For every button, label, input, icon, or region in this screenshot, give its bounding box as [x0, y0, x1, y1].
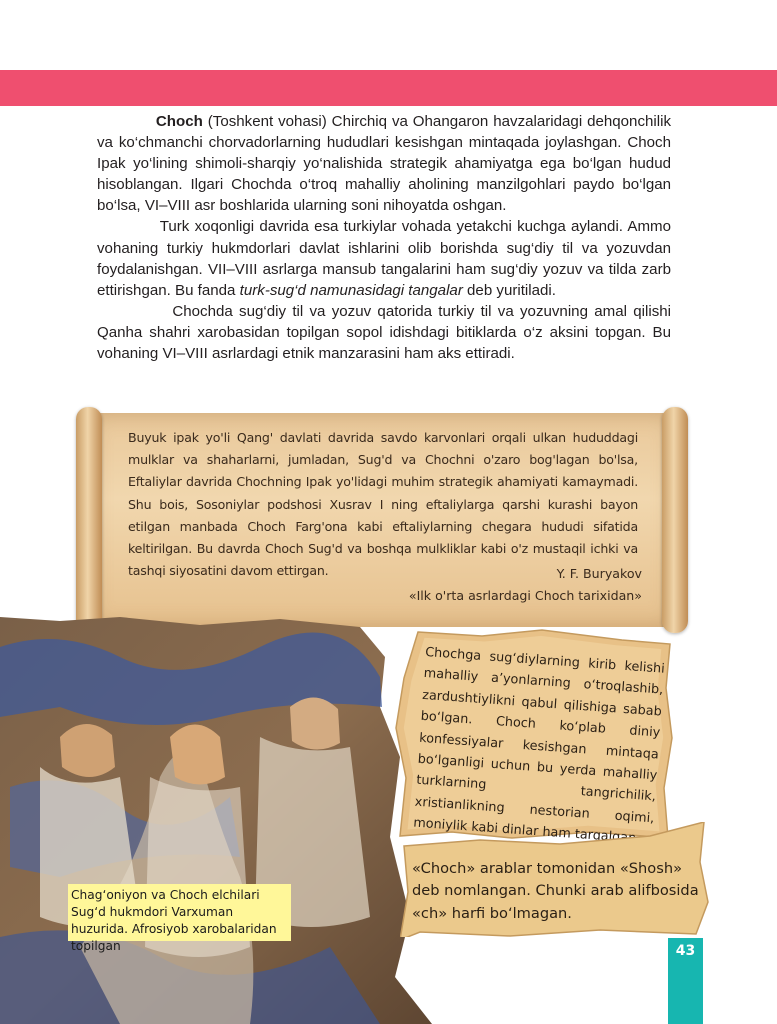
paragraph-3-text: Chochda sug‘diy til va yozuv qatorida turkiy til va yozuvning amal qilishi Qanha shahri xarobasidan topilgan sopol idishdagi bitiklarda o‘z aksini topgan. Bu vohaning VI–VIII asrlardagi etnik manzarasini ham aks ettiradi.: [97, 302, 671, 363]
quote-source: «Ilk o'rta asrlardagi Choch tarixidan»: [408, 588, 642, 603]
paragraph-3: [97, 301, 671, 364]
scroll-quote-text: Buyuk ipak yo'li Qang' davlati davrida savdo karvonlari orqali ulkan hududdagi mulklar va shaharlarni, jumladan, Sug'd va Chochni o'zaro bog'lagan bo'lsa, Eftaliylar davrida Chochning Ipak yo'lidagi muhim strategik ahamiyati kamaymadi. Shu bois, Sosoniylar podshosi Xusrav I ning eftaliylarga qarshi kurashi bayon etilgan manbada Choch Farg'ona kabi eftaliylarning chegara hududi sifatida keltirilgan. Bu davrda Choch Sug'd va boshqa mulkliklar kabi o'z mustaqil ichki va tashqi siyosatini davom ettirgan.: [128, 430, 638, 579]
paragraph-2: [97, 216, 671, 300]
fresco-image: [0, 617, 432, 1024]
paragraph-2-start: Turk xoqonligi davrida esa turkiylar vohada yetakchi kuchga aylandi. Ammo vohaning turkiy hukmdorlari davlat ishlarini olib borishda sug‘diy til va yozuvdan foydalanishgan. VII–VIII asrlarga mansub tangalarini ham sug‘diy yozuv va tilda zarb ettirishgan. Bu fanda: [97, 218, 671, 299]
top-color-band: [0, 70, 777, 106]
afrosiyob-fresco-illustration: [0, 617, 432, 1024]
paragraph-1: [97, 111, 671, 216]
quote-author: Y. F. Buryakov: [556, 566, 642, 581]
paragraph-2-italic: turk-sug‘d namunasidagi tangalar: [239, 281, 463, 299]
paragraph-2-end: deb yuritiladi.: [462, 281, 556, 299]
note-religions-text: Chochga sug‘diylarning kirib kelishi mahalliy a’yonlarning o‘troqlashib, zardushtiylikni qabul qilishiga sabab bo‘lgan. Choch ko‘plab diniy konfessiyalar kesishgan mintaqa bo‘lganligi uchun bu yerda mahalliy turklarning tangrichilik, xristianlikning nestorian oqimi, moniylik kabi dinlar ham tarqalgan.: [412, 644, 666, 847]
page-number-tab: [668, 938, 703, 1024]
main-text: [97, 111, 671, 364]
term-choch: Choch: [155, 113, 203, 130]
note-paper-religions: [392, 628, 674, 847]
paragraph-1-text: (Toshkent vohasi) Chirchiq va Ohangaron havzalaridagi dehqonchilik va ko‘chmanchi chorvadorlarning hududlari kesishgan mintaqada joylashgan. Choch Ipak yo‘lining shimoli-sharqiy yo‘nalishida strategik ahamiyatga ega bo‘lgan hudud hisoblangan. Ilgari Chochda o‘troq mahalliy aholining manzilgohlari paydo bo‘lgan bo‘lsa, VI–VIII asr boshlarida ularning soni nihoyatda oshgan.: [97, 113, 671, 215]
quote-scroll: [76, 407, 688, 633]
scroll-roll-right: [662, 407, 688, 633]
fresco-caption: Chag‘oniyon va Choch elchilari Sug‘d hukmdori Varxuman huzurida. Afrosiyob xarobalaridan topilgan: [68, 884, 291, 941]
scroll-attribution: [409, 563, 642, 607]
page-number: 43: [675, 943, 696, 959]
note-paper-shosh: [400, 822, 712, 937]
note-shosh-text: «Choch» arablar tomonidan «Shosh» deb nomlangan. Chunki arab alifbosida «ch» harfi bo‘lmagan.: [412, 860, 699, 922]
scroll-roll-left: [76, 407, 102, 633]
